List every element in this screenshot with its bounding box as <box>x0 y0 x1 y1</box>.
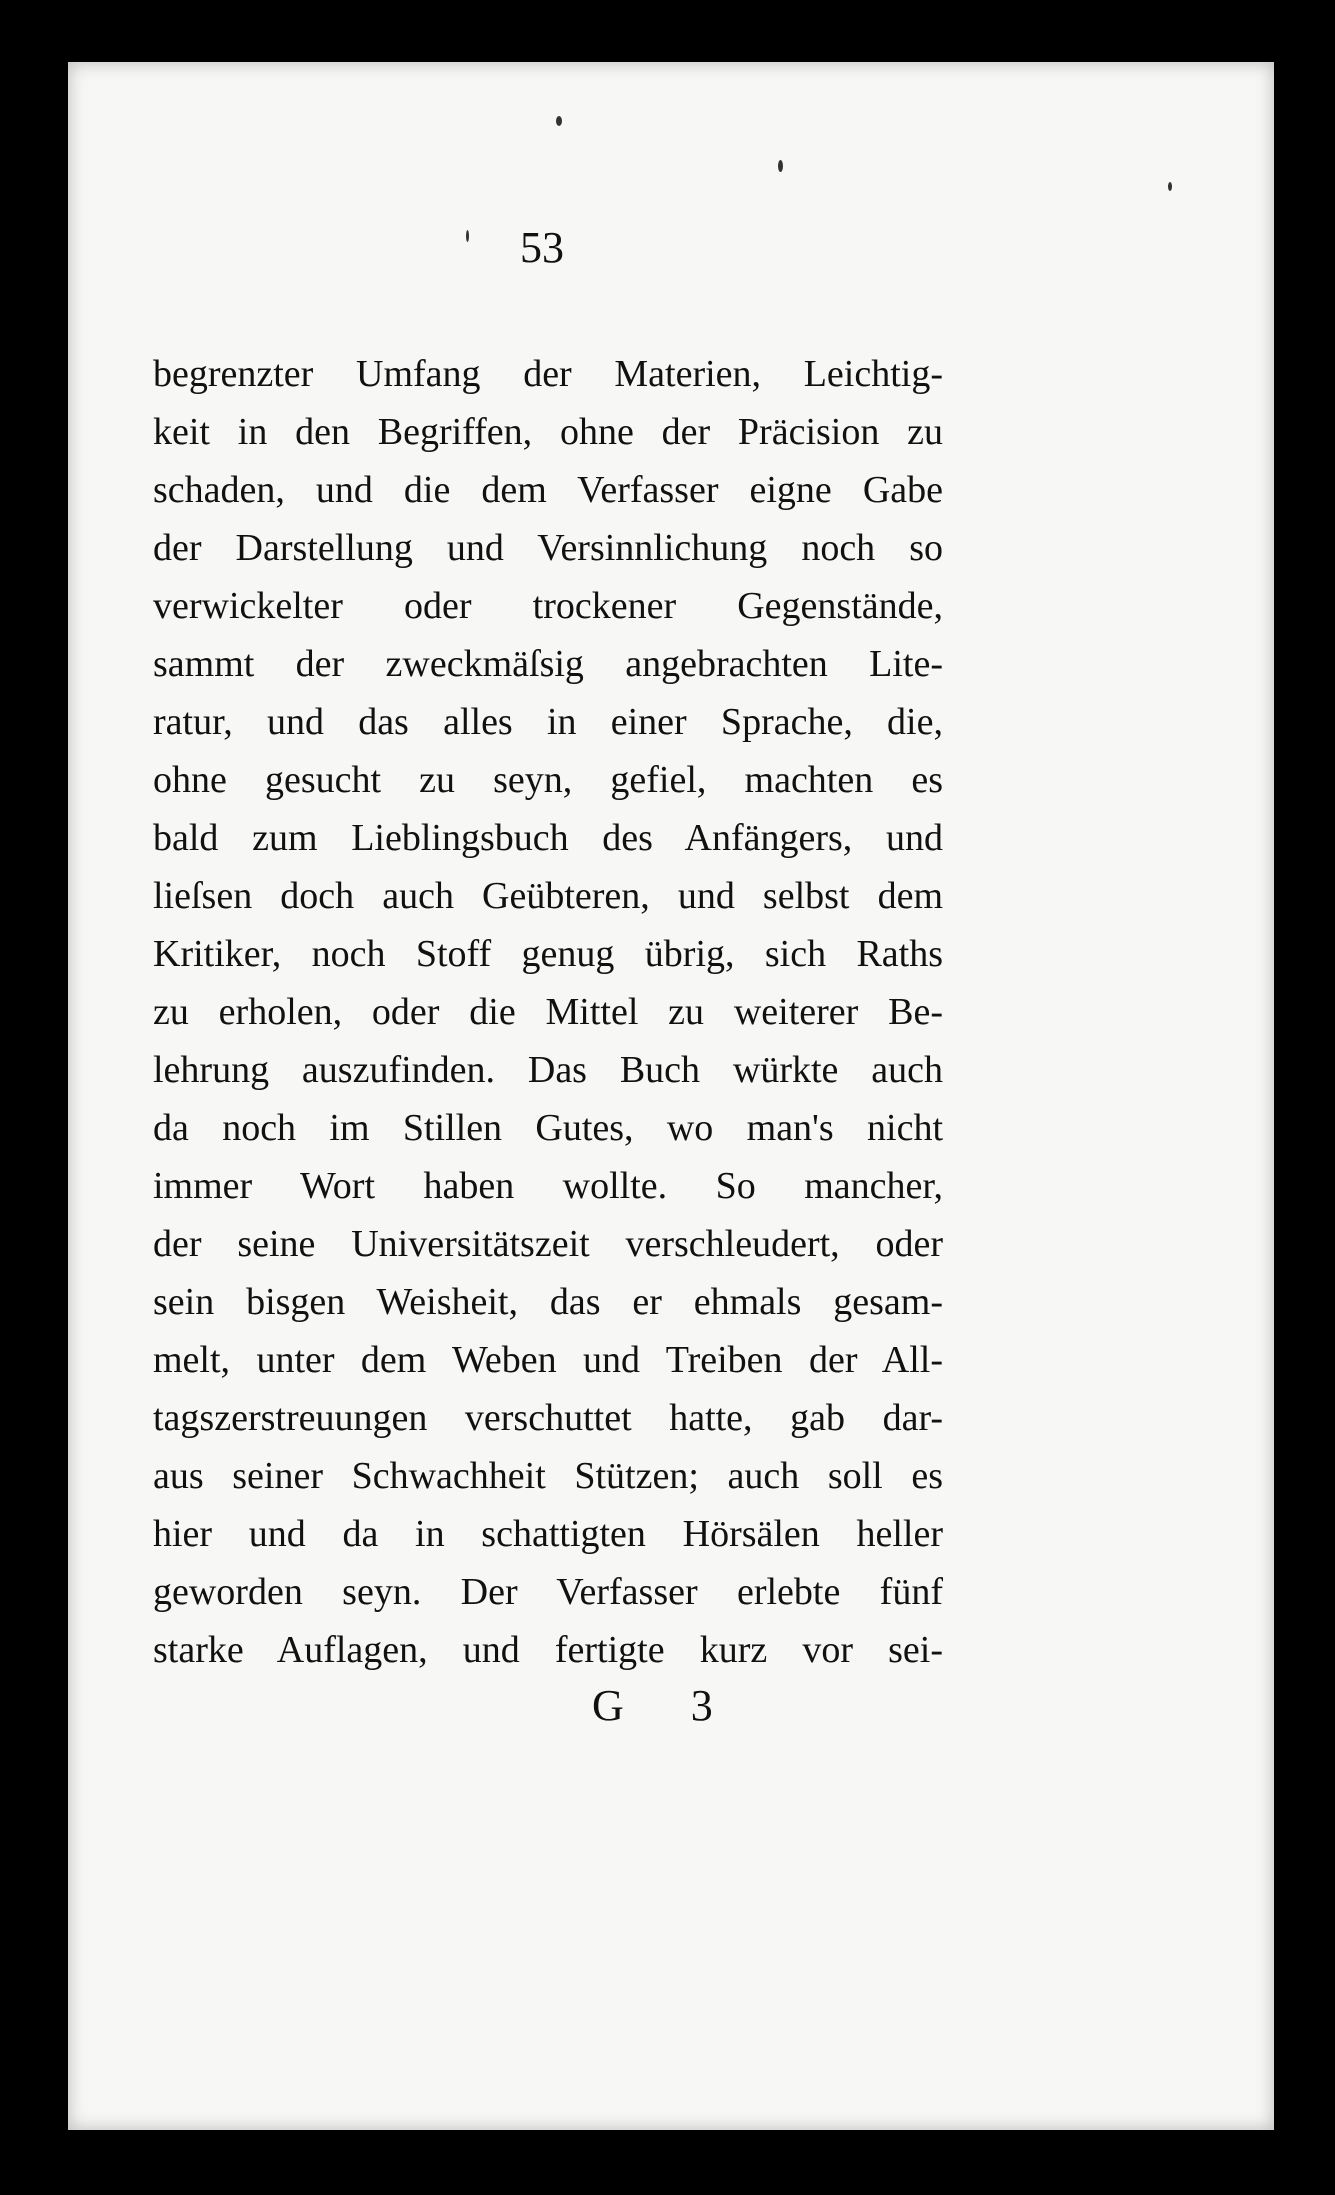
paper-speck <box>556 116 562 126</box>
text-line: ratur, und das alles in einer Sprache, die, <box>153 701 943 743</box>
page-number: 53 <box>520 223 564 272</box>
text-line: der seine Universitätszeit verschleudert, oder <box>153 1223 943 1265</box>
text-line: sein bisgen Weisheit, das er ehmals gesam- <box>153 1281 943 1323</box>
text-line: melt, unter dem Weben und Treiben der All- <box>153 1339 943 1381</box>
text-line: starke Auflagen, und fertigte kurz vor sei- <box>153 1629 943 1671</box>
text-line: schaden, und die dem Verfasser eigne Gabe <box>153 469 943 511</box>
text-line: ohne gesucht zu seyn, gefiel, machten es <box>153 759 943 801</box>
text-line: sammt der zweckmäſsig angebrachten Lite- <box>153 643 943 685</box>
text-line: bald zum Lieblingsbuch des Anfängers, und <box>153 817 943 859</box>
text-line: verwickelter oder trockener Gegenstände, <box>153 585 943 627</box>
text-line: da noch im Stillen Gutes, wo man's nicht <box>153 1107 943 1149</box>
text-line: Kritiker, noch Stoff genug übrig, sich Raths <box>153 933 943 975</box>
paper-speck <box>1168 182 1172 191</box>
paper-speck <box>466 230 469 242</box>
text-line: tagszerstreuungen verschuttet hatte, gab dar- <box>153 1397 943 1439</box>
text-line: zu erholen, oder die Mittel zu weiterer Be- <box>153 991 943 1033</box>
signature-mark: G 3 <box>592 1681 741 1730</box>
text-line: keit in den Begriffen, ohne der Präcision zu <box>153 411 943 453</box>
text-line: begrenzter Umfang der Materien, Leichtig- <box>153 353 943 395</box>
text-line: aus seiner Schwachheit Stützen; auch soll es <box>153 1455 943 1497</box>
text-line: immer Wort haben wollte. So mancher, <box>153 1165 943 1207</box>
paper-speck <box>778 160 783 172</box>
text-line: geworden seyn. Der Verfasser erlebte fünf <box>153 1571 943 1613</box>
body-text <box>153 345 943 1679</box>
text-line: der Darstellung und Versinnlichung noch so <box>153 527 943 569</box>
text-line: lieſsen doch auch Geübteren, und selbst dem <box>153 875 943 917</box>
text-line: lehrung auszufinden. Das Buch würkte auch <box>153 1049 943 1091</box>
text-line: hier und da in schattigten Hörsälen heller <box>153 1513 943 1555</box>
